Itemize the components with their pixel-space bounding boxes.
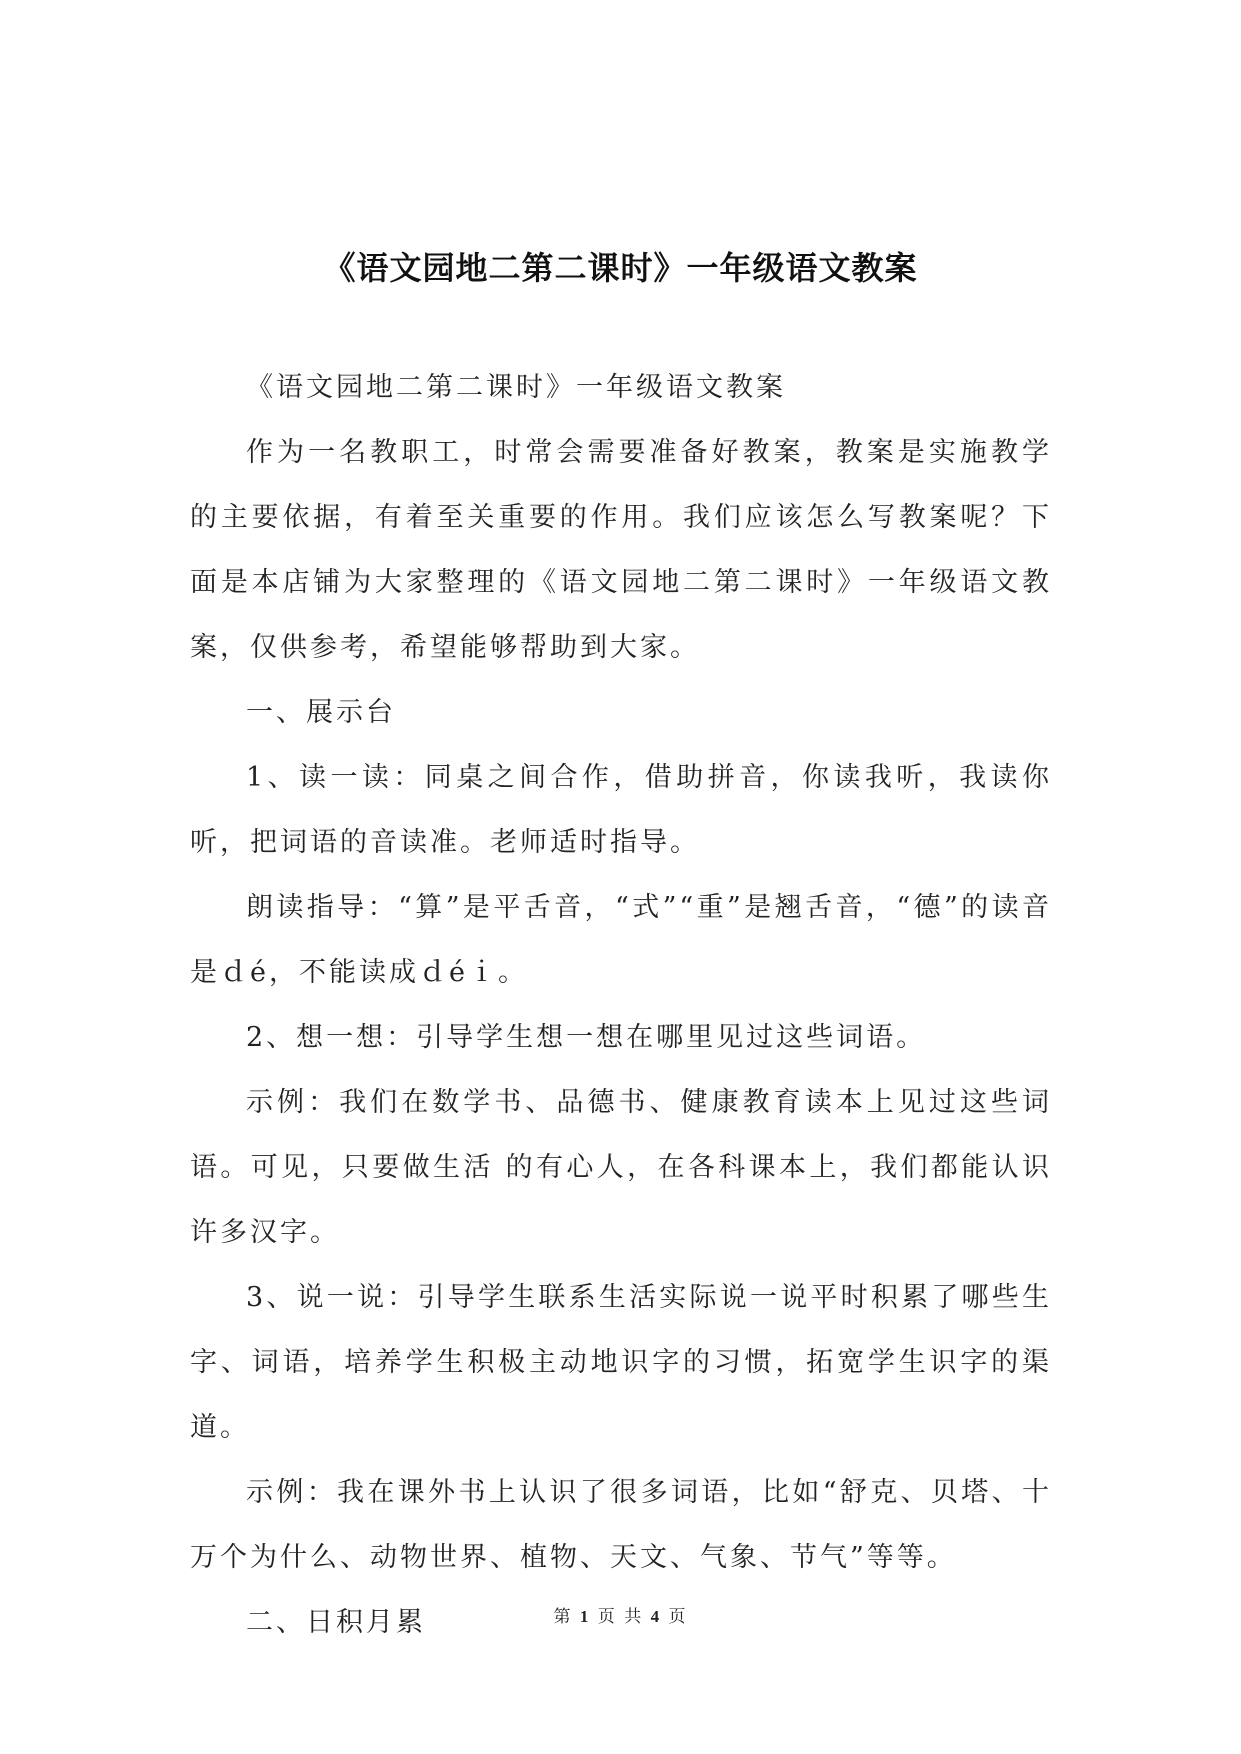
- paragraph-heading-repeat: 《语文园地二第二课时》一年级语文教案: [246, 372, 786, 403]
- page-number-current: 1: [579, 1607, 591, 1626]
- document-body: [190, 355, 1052, 1655]
- document-title: 《语文园地二第二课时》一年级语文教案: [323, 249, 918, 288]
- footer-prefix: 第: [553, 1607, 573, 1627]
- footer-middle: 页 共: [597, 1607, 644, 1627]
- section-heading-showcase: 一、展示台: [246, 697, 396, 728]
- paragraph-read: 1、读一读：同桌之间合作，借助拼音，你读我听，我读你听，把词语的音读准。老师适时指导。: [190, 762, 1052, 858]
- paragraph-intro: 作为一名教职工，时常会需要准备好教案，教案是实施教学的主要依据，有着至关重要的作用。我们应该怎么写教案呢？下面是本店铺为大家整理的《语文园地二第二课时》一年级语文教案，仅供参考，希望能够帮助到大家。: [190, 437, 1052, 663]
- page-number-total: 4: [650, 1607, 662, 1626]
- footer-suffix: 页: [668, 1607, 688, 1627]
- paragraph-reading-guide: 朗读指导：“算”是平舌音，“式”“重”是翘舌音，“德”的读音是ｄé，不能读成ｄéｉ。: [190, 892, 1052, 988]
- paragraph-example-1: 示例：我们在数学书、品德书、健康教育读本上见过这些词语。可见，只要做生活 的有心人，在各科课本上，我们都能认识许多汉字。: [190, 1087, 1052, 1248]
- paragraph-speak: 3、说一说：引导学生联系生活实际说一说平时积累了哪些生字、词语，培养学生积极主动地识字的习惯，拓宽学生识字的渠道。: [190, 1282, 1052, 1443]
- paragraph-example-2: 示例：我在课外书上认识了很多词语，比如“舒克、贝塔、十万个为什么、动物世界、植物、天文、气象、节气”等等。: [190, 1477, 1052, 1573]
- page-footer: [0, 1602, 1241, 1627]
- section-heading-accumulate: 二、日积月累: [246, 1607, 426, 1638]
- paragraph-think: 2、想一想：引导学生想一想在哪里见过这些词语。: [246, 1022, 927, 1053]
